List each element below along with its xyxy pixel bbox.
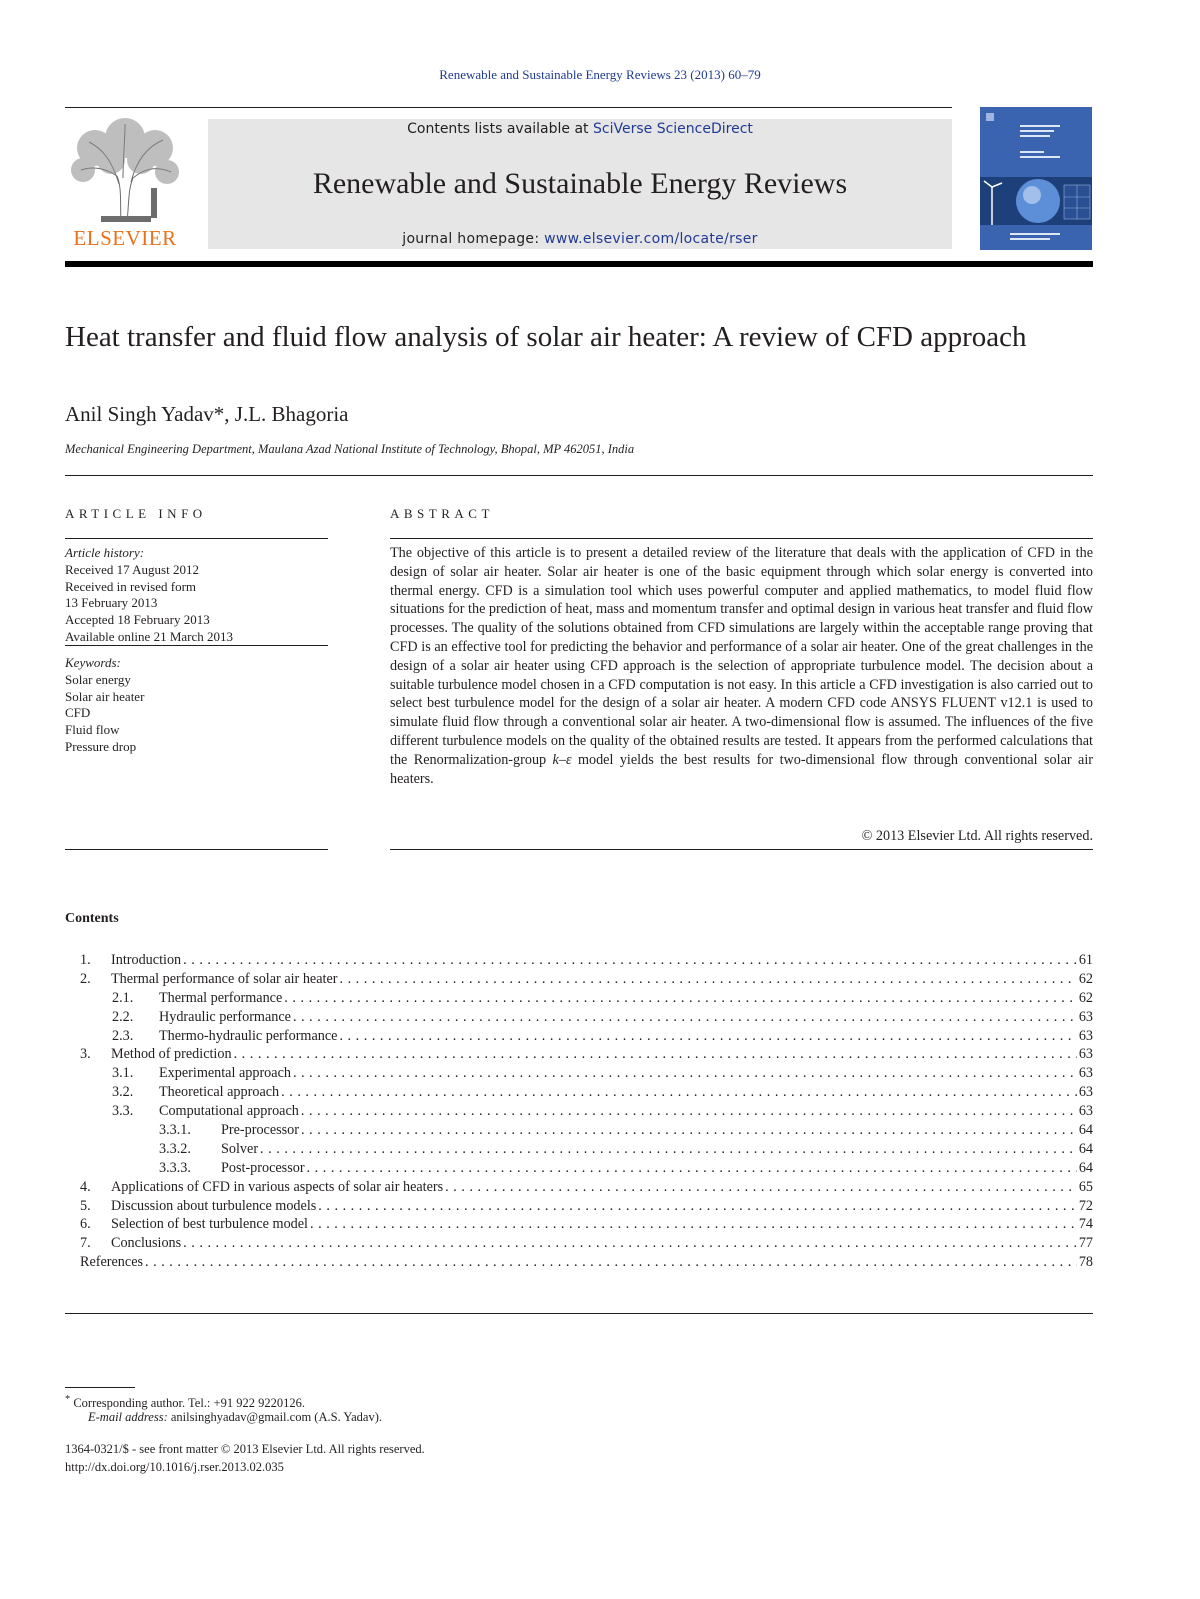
toc-entry[interactable] [65,989,1093,1008]
toc-entry-number: 2. [80,970,91,987]
toc-entry-number: 5. [80,1197,91,1214]
toc-entry-label: Experimental approach [159,1065,291,1082]
issn-line: 1364-0321/$ - see front matter © 2013 Elsevier Ltd. All rights reserved. [65,1442,425,1456]
abstract-rule [390,538,1093,539]
toc-entry-number: 3.2. [112,1084,134,1101]
contents-bottom-rule [65,1313,1093,1314]
keyword: Pressure drop [65,738,137,754]
toc-entry[interactable] [65,1140,1093,1159]
keywords-list [65,655,328,756]
toc-entry-label: Method of prediction [111,1046,232,1063]
history-item: Accepted 18 February 2013 [65,612,210,628]
toc-entry-page: 63 [1078,1065,1093,1082]
toc-entry-page: 63 [1078,1027,1093,1044]
abstract-text [390,544,1093,788]
history-item: Received in revised form [65,578,197,594]
article-history [65,545,328,646]
toc-entry-page: 64 [1078,1122,1093,1139]
toc-entry-label: Post-processor [221,1159,305,1176]
toc-entry[interactable] [65,1102,1093,1121]
toc-entry-page: 61 [1078,952,1093,968]
toc-entry-page: 63 [1078,1103,1093,1120]
toc-leader-dots [284,989,1077,1008]
abstract-heading: ABSTRACT [390,506,494,521]
toc-entry-page: 62 [1078,989,1093,1006]
toc-leader-dots [145,1253,1077,1272]
toc-entry[interactable] [65,1178,1093,1197]
toc-entry[interactable] [65,1045,1093,1064]
journal-masthead [208,119,952,249]
homepage-link[interactable]: www.elsevier.com/locate/rser [544,231,758,247]
toc-leader-dots [307,1159,1077,1178]
toc-entry-number: 2.1. [112,989,134,1006]
toc-entry-number: 3. [80,1046,91,1063]
author-affiliation: Mechanical Engineering Department, Maulana Azad National Institute of Technology, Bhopal, MP 462051, India [65,442,635,456]
contents-heading: Contents [65,911,119,926]
toc-entry-number: 3.3.3. [159,1159,191,1176]
article-authors [65,402,349,427]
toc-entry-label: Thermal performance of solar air heater [111,970,338,987]
toc-entry-label: Applications of CFD in various aspects of solar air heaters [111,1178,444,1195]
history-item: Received 17 August 2012 [65,561,199,577]
history-rule [65,645,328,646]
abstract-text-part: The objective of this article is to present a detailed review of the literature that deals with the application of CFD in the design of solar air heater. Solar air heater is one of the basic equipment through which solar energy is converted into thermal energy. CFD is a simulation tool which uses powerful computer and applied mathematics, to model fluid flow situations for the prediction of heat, mass and momentum transfer and optimal design in various heat transfer and fluid flow processes. The quality of the solutions obtained from CFD simulations are largely within the acceptable range proving that CFD is an effective tool for predicting the behavior and performance of a solar air heater. One of the great challenges in the design of a solar air heater using CFD approach is the selection of appropriate turbulence model. The decision about a suitable turbulence model chosen in a CFD computation is not easy. In this article a CFD investigation is also carried out to select best turbulence model for the design of a solar air heater. A modern CFD code ANSYS FLUENT v12.1 is used to simulate fluid flow through a conventional solar air heater. A two-dimensional flow is assumed. The influences of the five different turbulence models on the quality of the obtained results are tested. It appears from the performed calculations that the Renormalization-group [390,545,1093,768]
toc-leader-dots [301,1121,1077,1140]
toc-entry[interactable] [65,1159,1093,1178]
toc-entry-label: Introduction [111,952,182,968]
model-symbol: k–ε [552,751,572,768]
author-secondary[interactable]: , J.L. Bhagoria [224,402,349,426]
toc-entry[interactable] [65,1121,1093,1140]
toc-leader-dots [260,1140,1077,1159]
toc-entry-page: 72 [1078,1197,1093,1214]
toc-entry-label: Thermal performance [159,989,283,1006]
contents-prefix: Contents lists available at [407,121,593,137]
keywords-label: Keywords: [65,655,121,670]
toc-entry-label: Computational approach [159,1103,299,1120]
email-address[interactable]: anilsinghyadav@gmail.com (A.S. Yadav). [167,1410,383,1424]
footnote-rule [65,1387,135,1388]
toc-entry-number: 3.3.1. [159,1122,191,1139]
sciencedirect-link[interactable]: SciVerse ScienceDirect [593,121,753,137]
toc-leader-dots [445,1178,1077,1197]
affiliation-rule [65,475,1093,476]
toc-leader-dots [281,1083,1077,1102]
toc-entry-page: 64 [1078,1159,1093,1176]
homepage-prefix: journal homepage: [402,231,545,247]
article-info-rule [65,538,328,539]
toc-entry-page: 78 [1078,1254,1093,1271]
corresponding-mark: * [213,402,225,426]
toc-entry-label: Theoretical approach [159,1084,280,1101]
toc-entry-label: Discussion about turbulence models [111,1197,317,1214]
toc-leader-dots [310,1215,1077,1234]
toc-entry-page: 63 [1078,1008,1093,1025]
toc-entry[interactable] [65,1253,1093,1272]
toc-entry-label: Conclusions [111,1235,182,1252]
corresponding-text: Corresponding author. Tel.: +91 922 9220126. [70,1396,305,1411]
table-of-contents [65,951,1093,1272]
toc-entry-page: 63 [1078,1084,1093,1101]
toc-entry-page: 64 [1078,1140,1093,1157]
article-title: Heat transfer and fluid flow analysis of solar air heater: A review of CFD approach [65,321,1027,353]
journal-cover-image [980,107,1092,250]
toc-entry-page: 77 [1078,1235,1093,1252]
footnote-mark: * [65,1394,71,1405]
contents-availability [208,121,952,137]
toc-leader-dots [234,1045,1077,1064]
email-note [88,1409,382,1425]
author-primary[interactable]: Anil Singh Yadav [65,402,214,426]
toc-entry-number: 3.3.2. [159,1140,191,1157]
toc-entry-label: Pre-processor [221,1122,300,1139]
toc-entry-number: 3.1. [112,1065,134,1082]
history-item: Available online 21 March 2013 [65,628,233,644]
article-info-bottom-rule [65,849,328,850]
keyword: Solar energy [65,671,131,687]
toc-entry[interactable] [65,970,1093,989]
toc-entry-label: Thermo-hydraulic performance [159,1027,338,1044]
toc-leader-dots [318,1197,1077,1216]
toc-entry[interactable] [65,1064,1093,1083]
toc-entry[interactable] [65,1215,1093,1234]
toc-entry[interactable] [65,951,1093,970]
toc-leader-dots [301,1102,1077,1121]
toc-entry-number: 1. [80,952,91,968]
email-label: E-mail address: [88,1410,168,1424]
toc-entry-page: 74 [1078,1216,1093,1233]
toc-leader-dots [183,1234,1077,1253]
history-label: Article history: [65,545,145,560]
elsevier-wordmark: ELSEVIER [73,226,177,250]
toc-entry-label: References [80,1254,144,1271]
toc-entry-label: Hydraulic performance [159,1008,291,1025]
toc-leader-dots [293,1008,1077,1027]
toc-entry-number: 4. [80,1178,91,1195]
toc-entry-number: 2.3. [112,1027,134,1044]
toc-leader-dots [339,970,1076,989]
toc-entry-number: 2.2. [112,1008,134,1025]
toc-leader-dots [183,951,1077,970]
abstract-copyright: © 2013 Elsevier Ltd. All rights reserved. [861,828,1093,844]
toc-entry[interactable] [65,1197,1093,1216]
keyword: Solar air heater [65,688,145,704]
toc-entry-label: Selection of best turbulence model [111,1216,308,1233]
toc-entry[interactable] [65,1027,1093,1046]
doi-link[interactable]: http://dx.doi.org/10.1016/j.rser.2013.02.035 [65,1460,284,1474]
history-item: 13 February 2013 [65,595,158,611]
toc-leader-dots [293,1064,1077,1083]
journal-citation: Renewable and Sustainable Energy Reviews 23 (2013) 60–79 [439,67,761,82]
toc-entry-label: Solver [221,1140,259,1157]
abstract-text-part: model yields the best results for two-dimensional flow through conventional solar air heaters. [390,751,1093,787]
toc-entry-page: 65 [1078,1178,1093,1195]
toc-entry[interactable] [65,1083,1093,1102]
toc-entry-page: 62 [1078,970,1093,987]
toc-leader-dots [339,1027,1076,1046]
toc-entry-number: 7. [80,1235,91,1252]
journal-name: Renewable and Sustainable Energy Reviews [312,167,848,200]
abstract-bottom-rule [390,849,1093,850]
toc-entry-page: 63 [1078,1046,1093,1063]
toc-entry[interactable] [65,1008,1093,1027]
toc-entry-number: 6. [80,1216,91,1233]
header-rule [65,107,952,108]
keyword: CFD [65,705,91,721]
toc-entry[interactable] [65,1234,1093,1253]
article-info-heading: ARTICLE INFO [65,506,207,521]
journal-homepage [208,231,952,247]
keyword: Fluid flow [65,722,120,738]
toc-entry-number: 3.3. [112,1103,134,1120]
masthead-thick-rule [65,261,1093,267]
